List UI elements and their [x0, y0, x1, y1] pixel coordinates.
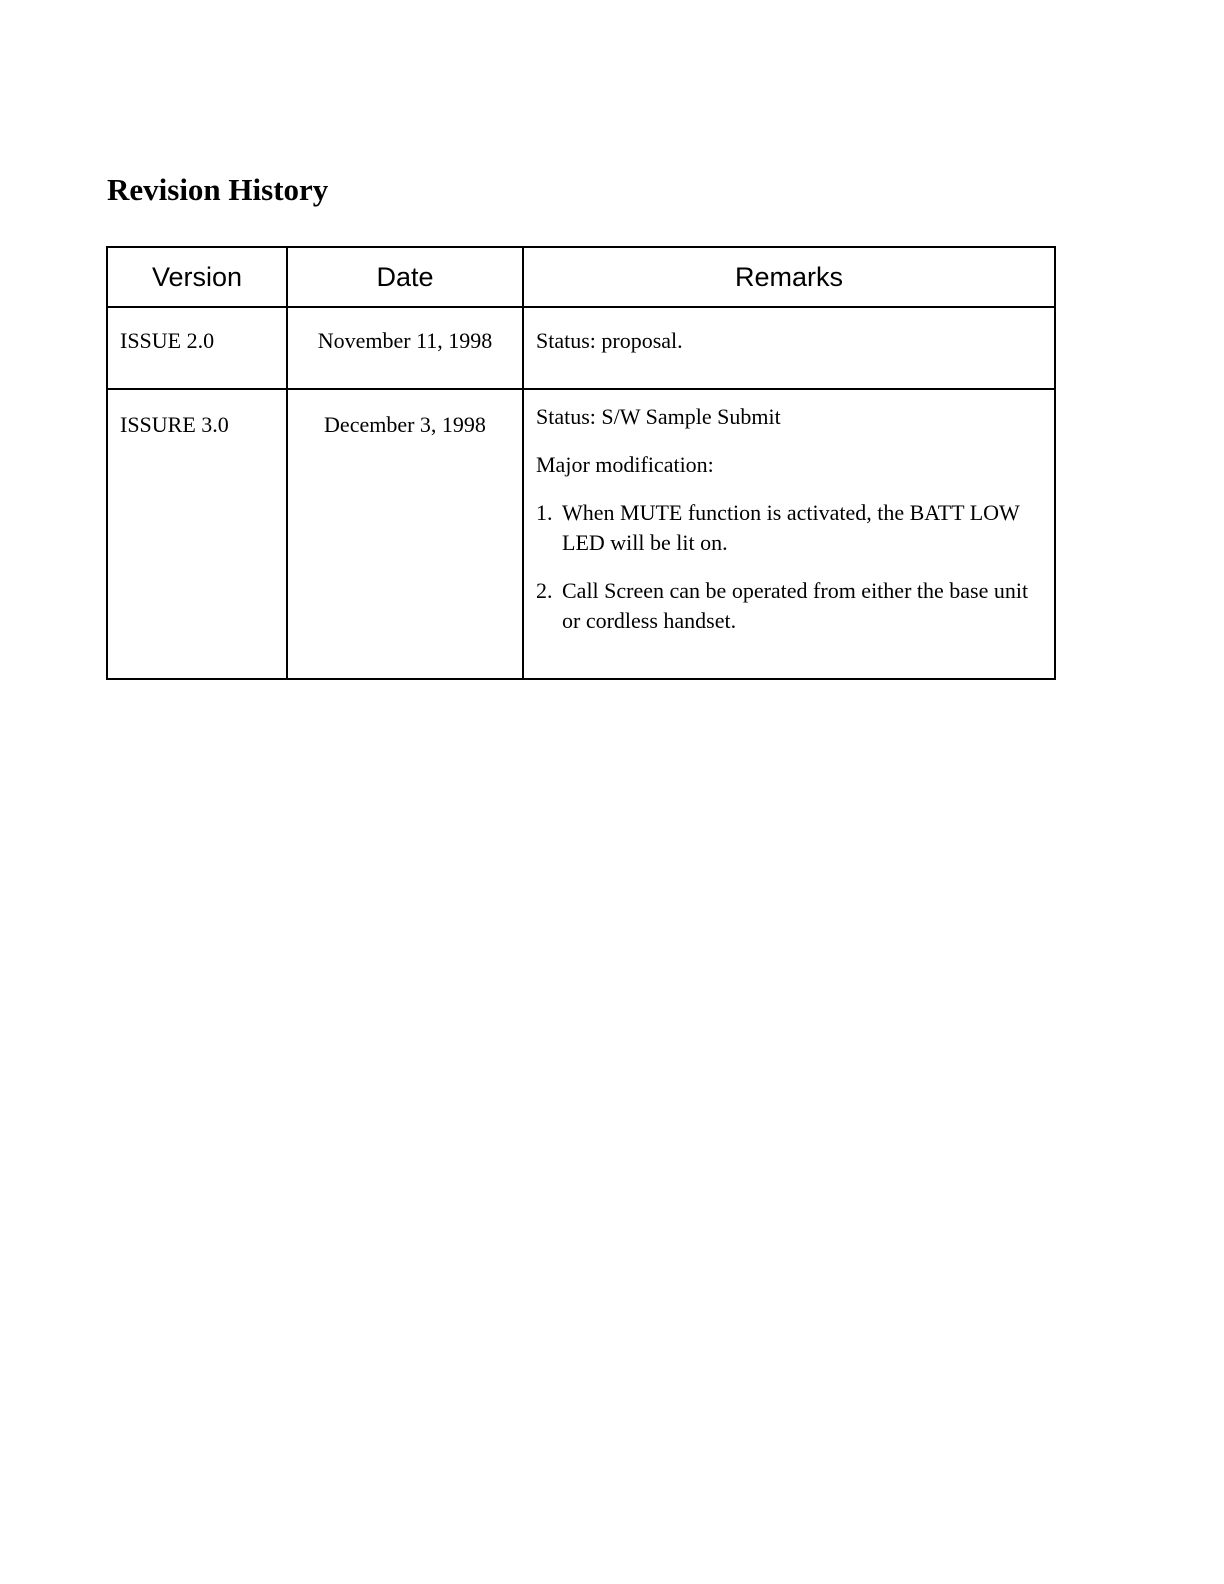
list-item-text: When MUTE function is activated, the BATT LOW LED will be lit on.	[562, 500, 1020, 555]
status-text: Status: S/W Sample Submit	[536, 404, 781, 429]
remarks-cell	[523, 307, 1055, 389]
table-row	[107, 389, 1055, 679]
list-item	[536, 498, 1042, 558]
version-cell: ISSURE 3.0	[107, 389, 287, 679]
header-remarks: Remarks	[523, 247, 1055, 307]
revision-history-table	[106, 246, 1056, 680]
modification-heading: Major modification:	[536, 452, 714, 477]
list-item-number: 2.	[536, 578, 553, 603]
list-item-number: 1.	[536, 500, 553, 525]
header-date: Date	[287, 247, 523, 307]
modification-list	[536, 498, 1042, 636]
list-item	[536, 576, 1042, 636]
list-item-text: Call Screen can be operated from either the base unit or cordless handset.	[562, 578, 1029, 633]
remarks-cell	[523, 389, 1055, 679]
status-text: Status: proposal.	[536, 328, 683, 353]
date-cell: December 3, 1998	[287, 389, 523, 679]
version-cell: ISSUE 2.0	[107, 307, 287, 389]
header-version: Version	[107, 247, 287, 307]
table-header-row	[107, 247, 1055, 307]
date-cell: November 11, 1998	[287, 307, 523, 389]
page-title: Revision History	[107, 172, 329, 207]
table-row	[107, 307, 1055, 389]
